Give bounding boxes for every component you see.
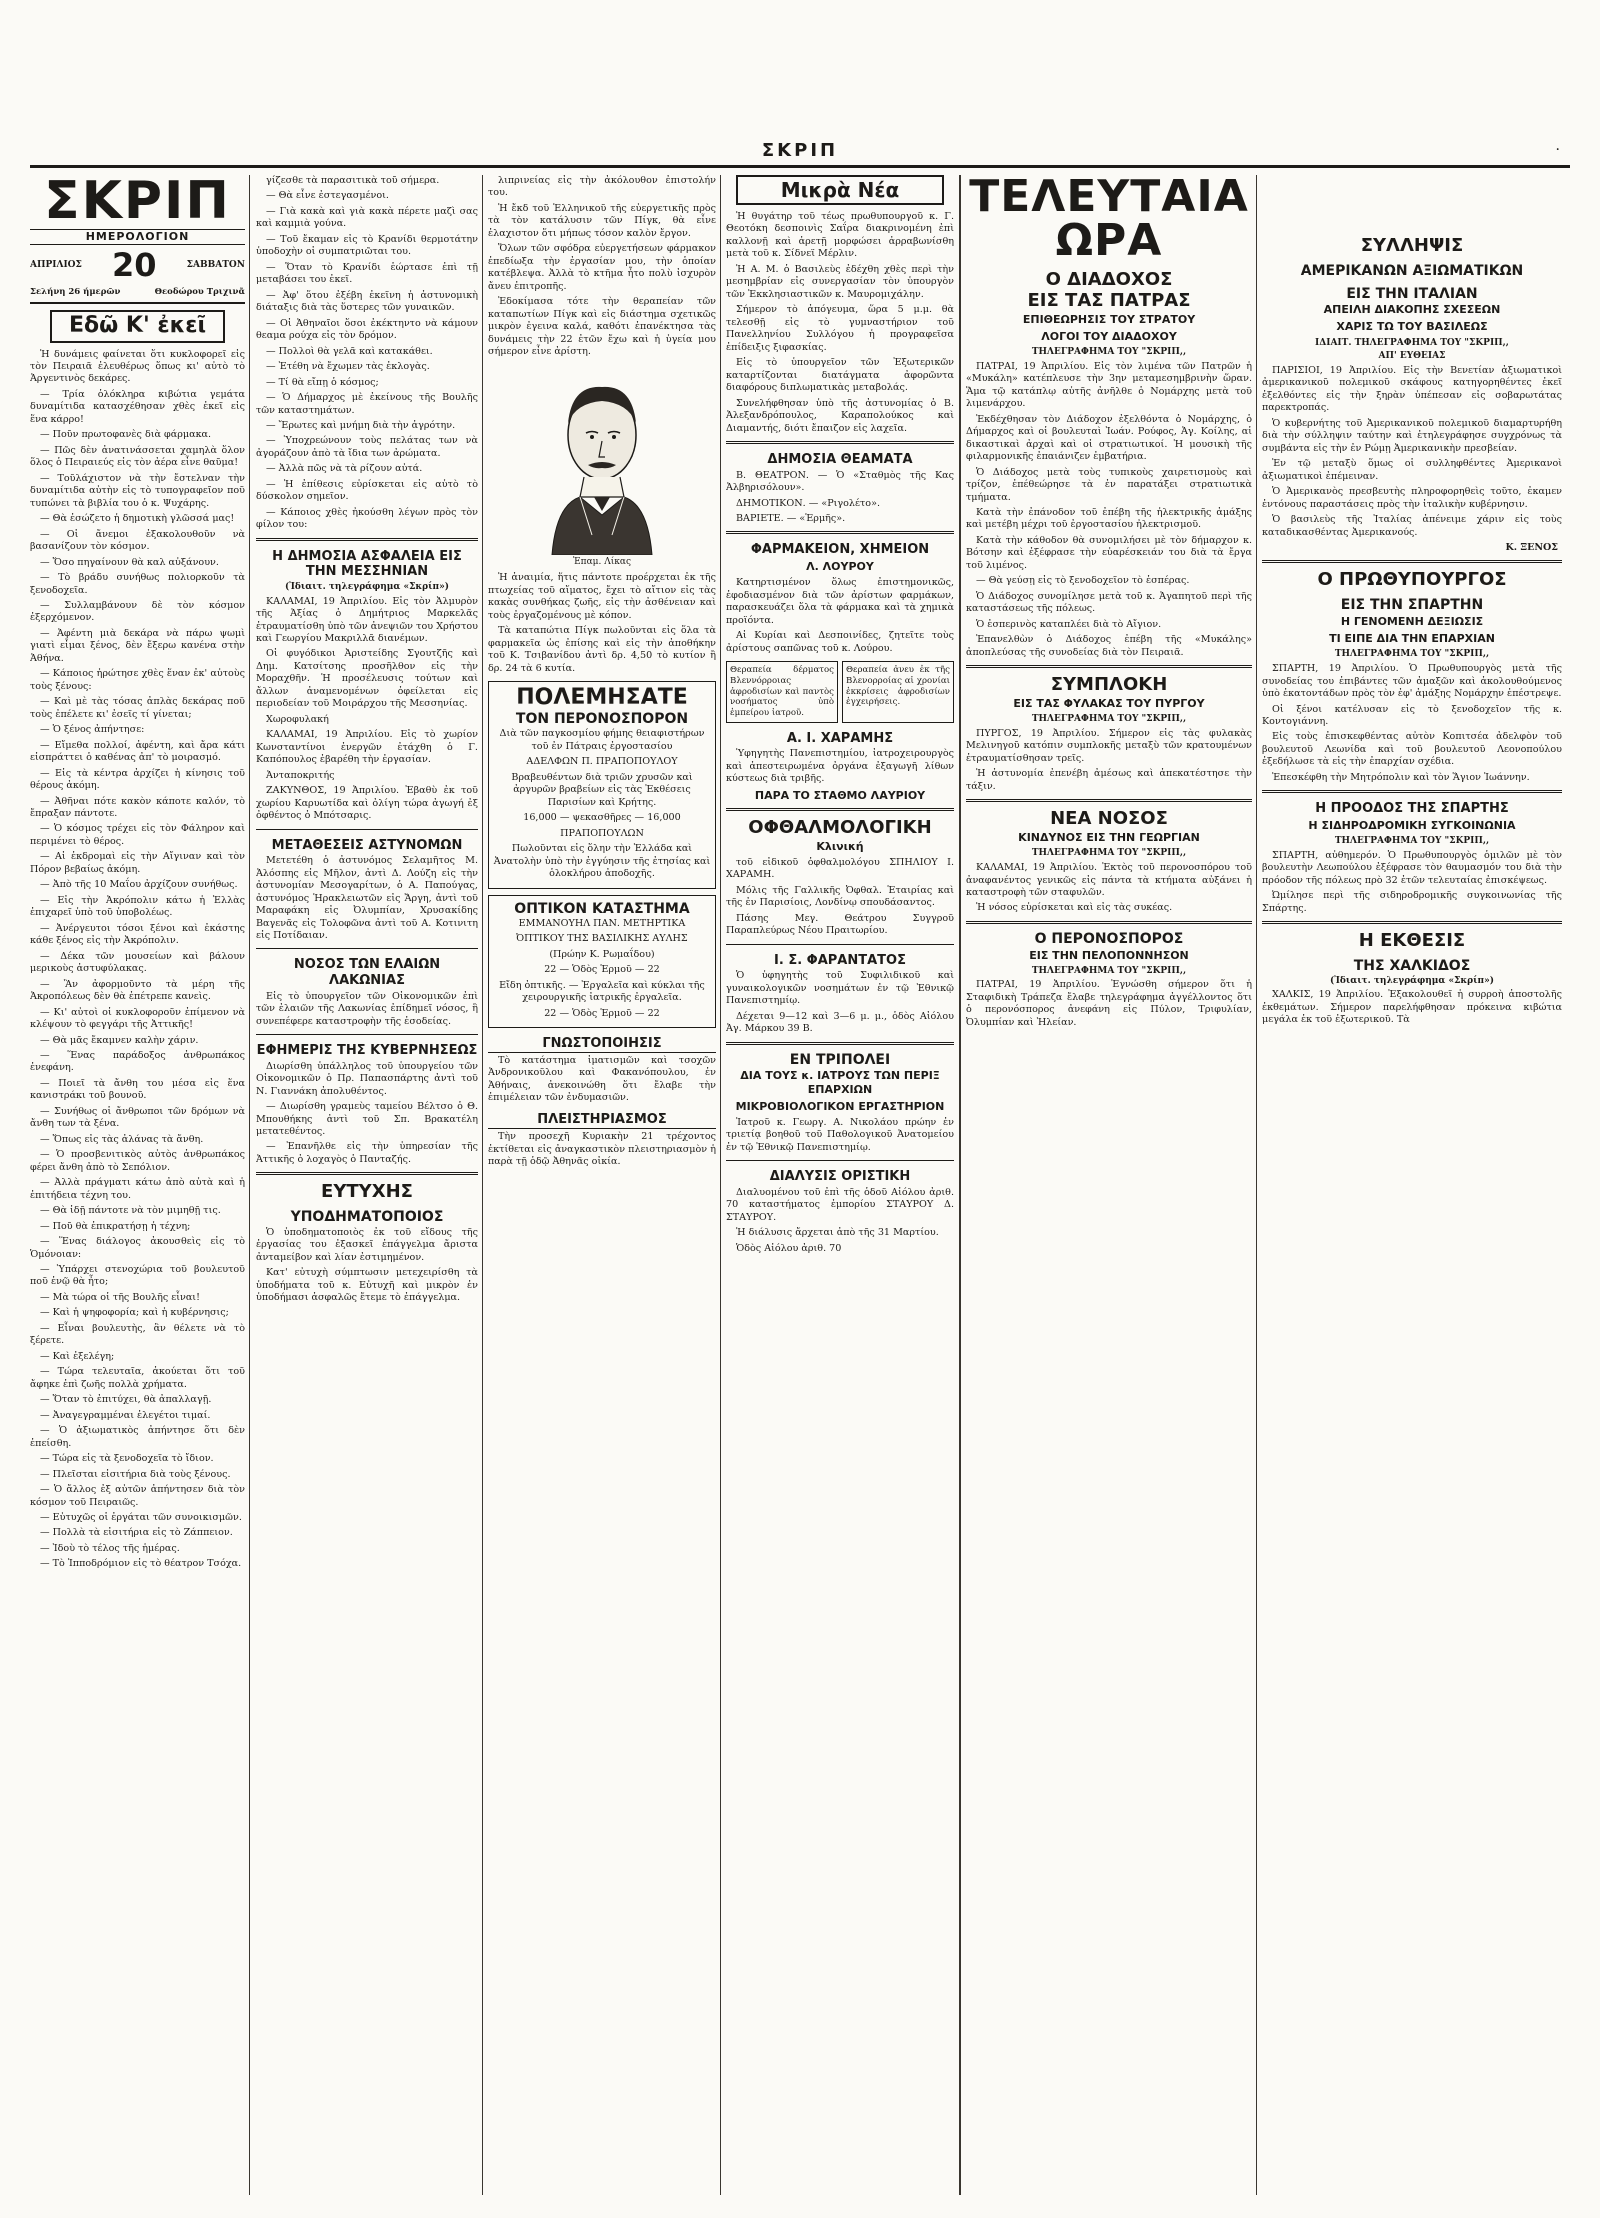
article-body [1262, 365, 1562, 539]
paragraph: Ὅλων τῶν σφόδρα εὐεργετήσεων φάρμακον ἐπεδίωξα τὴν ἐργασίαν μου, τὴν ὁποίαν κατέβλεψα. Ἀλλὰ τὸ κτῆμα ἦτο πολὺ ἰσχυρὸν ἄνευ ἐπιτροπῆς. [488, 243, 716, 292]
paragraph: — Καὶ μὲ τὰς τόσας ἀπλὰς δεκάρας ποῦ τοὺς ἐπέλετε κι' ἐσεῖς τί γίνεται; [30, 696, 245, 720]
paragraph: Ὁ ἐσπερινὸς καταπλέει διὰ τὸ Αἴγιον. [976, 618, 1162, 630]
article-subheadline: ΕΙΣ ΤΑΣ ΦΥΛΑΚΑΣ ΤΟΥ ΠΥΡΓΟΥ [1013, 697, 1205, 711]
paragraph: — Ὅταν τὸ ἐπιτύχει, θὰ ἀπαλλαγῇ. [40, 1394, 212, 1406]
paragraph: ΠΑΤΡΑΙ, 19 Ἀπριλίου. Ἐγνώσθη σήμερον ὅτι ἡ Σταφιδικὴ Τράπεζα ἔλαβε τηλεγράφημα ἀγγέλλοντος ὅτι ὁ περονόσπορος ἀνεφάνη εἰς Πύλον, Τριφυλίαν, Ὀλυμπίαν καὶ Ἠλείαν. [966, 979, 1252, 1028]
column-3 [488, 175, 716, 2195]
ad-body [726, 1117, 954, 1154]
paragraph: — Ποῦν πρωτοφανὲς διὰ φάρμακα. [40, 429, 212, 441]
paragraph: — Ὁ ξένος ἀπήντησε: [40, 724, 145, 736]
notice-headline: ΠΛΕΙΣΤΗΡΙΑΣΜΟΣ [488, 1112, 716, 1129]
paragraph: ΠΥΡΓΟΣ, 19 Ἀπριλίου. Σήμερον εἰς τὰς φυλακὰς Μελινηγοῦ κατόπιν συμπλοκῆς μεταξὺ τῶν κρατουμένων ἐτραυματίσθησαν τρεῖς. [966, 727, 1252, 764]
column-2 [256, 175, 478, 2195]
paragraph: ΒΑΡΙΕΤΕ. — «Ἑρμῆς». [736, 512, 846, 524]
notice-body [488, 1131, 716, 1168]
paragraph: Ὁ Ἀμερικανὸς πρεσβευτὴς πληροφορηθεὶς τοῦτο, ἐκαμεν ἐντόνους παραστάσεις πρὸς τὴν ἰταλικὴν κυβέρνησιν. [1262, 486, 1562, 510]
paragraph: Ἐδοκίμασα τότε τὴν θεραπείαν τῶν καταπωτίων Πίγκ καὶ εἰς διάστημα σχετικῶς μικρὸν ἐγεινα καλά, καθότι ἐπανέκτησα τὰς δυνάμεις τὴν 22 ἐτῶν ἔχω καὶ ἡ ὑγεία μου σήμερον εἶνε ἀρίστη. [488, 296, 716, 358]
notice-headline: ΔΙΑΛΥΣΙΣ ΟΡΙΣΤΙΚΗ [769, 1169, 911, 1185]
paragraph: — Ἐτέθη νὰ ἔχωμεν τὰς ἐκλογὰς. [266, 361, 430, 373]
paragraph: (Πρώην Κ. Ρωμαΐδου) [549, 948, 655, 960]
divider [726, 944, 954, 945]
paragraph: ΖΑΚΥΝΘΟΣ, 19 Ἀπριλίου. Ἐβαθὺ ἐκ τοῦ χωρίου Καρυωτίδα καὶ ὀλίγη τώρα ἀγωγή ἐξ ὀφθέντος ὁ Μπότσαρις. [256, 785, 478, 822]
paragraph: — Πῶς δὲν ἀνατινάσσεται χαμηλὰ ὅλον ὅλος ὁ Πειραιεύς εἰς τὸν ἀέρα εἶνε θαῦμα! [30, 444, 245, 469]
masthead-title: ΣΚΡΙΠ [44, 175, 231, 231]
divider [966, 799, 1252, 802]
paragraph: Ὁδὸς Αἰόλου ἀριθ. 70 [736, 1242, 842, 1254]
paragraph: — Γιὰ κακὰ καὶ γιὰ κακὰ πέρετε μαζὶ σας καὶ καμμιὰ γούνα. [256, 205, 478, 230]
article-body [966, 728, 1252, 793]
column-rule [720, 175, 721, 2195]
paragraph: — Εἴμεθα πολλοί, ἀφέντη, καὶ ἄρα κάτι εἰσπράττει ὁ καθένας ἀπ' τὸ μοιρασμό. [30, 739, 245, 764]
portrait-caption: Ἐπαμ. Λίκας [572, 556, 631, 567]
divider [256, 538, 478, 541]
paragraph: — Ἀλλὰ πῶς νὰ τὰ ρίζουν αὐτά. [266, 463, 423, 475]
paragraph: — Εἶναι βουλευτὴς, ἂν θέλετε νὰ τὸ ξέρετε. [30, 1322, 245, 1347]
paragraph: — Ὅταν τὸ Κρανίδι ἑώρτασε ἐπὶ τῇ μεταβάσει του ἐκεῖ. [256, 261, 478, 286]
paragraph: — Κι' αὐτοὶ οἱ κυκλοφοροῦν ἐπίμενον νὰ κλέψουν τὸ φεγγάρι τῆς Ἀττικῆς! [30, 1006, 245, 1031]
divider [726, 1160, 954, 1161]
paragraph: — Ἔρωτες καὶ μνήμη διὰ τὴν ἀγρότην. [266, 419, 456, 431]
article-headline: Ο ΠΕΡΟΝΟΣΠΟΡΟΣ [1034, 930, 1184, 947]
paragraph: Κατὰ τὴν ἐπάνοδον τοῦ ἐπέβη τῆς ἠλεκτρικῆς ἁμάξης καὶ μετέβη μέχρι τοῦ ἐργοστασίου ἠλεκτρισμοῦ. [966, 507, 1252, 531]
article-body [256, 1061, 478, 1167]
paragraph: Ἀνταποκριτής [266, 769, 335, 781]
paragraph: — Ποιεῖ τὰ ἄνθη του μέσα εἰς ἕνα κανιστράκι τοῦ βουνοῦ. [30, 1077, 245, 1102]
ad-subheadline: ΥΠΟΔΗΜΑΤΟΠΟΙΟΣ [290, 1209, 444, 1226]
paragraph: Ὑφηγητὴς Πανεπιστημίου, ἰατροχειρουργὸς καὶ ἀπεστειρωμένα ὀργάνα ἐξαγωγῆ λίθων κύστεως διὰ τριβῆς. [726, 748, 954, 785]
column-2-continued-text [256, 175, 478, 532]
paragraph: — Καὶ ἡ ψηφοφορία; καὶ ἡ κυβέρνησις; [40, 1307, 229, 1319]
paragraph: ὈΠΤΙΚΟΥ ΤΗΣ ΒΑΣΙΛΙΚΗΣ ΑΥΛΗΣ [516, 933, 688, 945]
byline: Κ. ΞΕΝΟΣ [1505, 542, 1558, 554]
running-head [30, 138, 1570, 168]
article-subheadline: ΚΙΝΔΥΝΟΣ ΕΙΣ ΤΗΝ ΓΕΩΡΓΙΑΝ [1018, 831, 1200, 845]
portrait-illustration [532, 365, 672, 555]
paragraph: Ἡ θυγάτηρ τοῦ τέως πρωθυπουργοῦ κ. Γ. Θεοτόκη δεσποινὶς Σαΐρα διακρινομένη ἐπὶ καλλονῇ καὶ ἀρετῇ μορφώσει ἀρραβωνίσθη μετὰ τοῦ κ. Σίδνεϊ Μέρλιν. [726, 211, 954, 260]
paragraph: Εἰς τὸ ὑπουργεῖον τῶν Οἰκονομικῶν ἐπὶ τῶν ἐλαιῶν τῆς Λακωνίας ἐπίδημεῖ νόσος, ἣ συνεπέφερε καταστροφὴν τῆς ἐσοδείας. [256, 990, 478, 1027]
paragraph: Ἡ ἔκδ τοῦ Ἑλληνικοῦ τῆς εὐεργετικῆς πρὸς τὰ τὸν κατάλυσιν τῶν Πίγκ, θὰ εἶνε ἐλαχιστον ὅτι μήπως τόσον καλὸν ἔργον. [488, 202, 716, 239]
paragraph: — Τὸ Ἱπποδρόμιον εἰς τὸ θέατρον Τσόχα. [40, 1558, 242, 1570]
section-banner: ΤΕΛΕΥΤΑΙΑ ΩΡΑ [969, 175, 1249, 266]
ad-body [726, 577, 954, 655]
paragraph: — Ἀθῆναι πότε κακὸν κάποτε καλόν, τὸ ἔπραξαν πάντοτε. [30, 795, 245, 819]
ad-body [726, 857, 954, 938]
paragraph: — Μὰ τώρα οἱ τῆς Βουλῆς εἶναι! [40, 1291, 200, 1303]
divider [726, 808, 954, 811]
ad-headline: Ι. Σ. ΦΑΡΑΝΤΑΤΟΣ [774, 952, 906, 968]
paragraph: Ὁ ὑφηγητὴς τοῦ Συφιλιδικοῦ καὶ γυναικολογικῶν νοσημάτων ἐν τῷ Ἐθνικῷ Πανεπιστημίῳ. [726, 970, 954, 1007]
paragraph: Ὁ κυβερνήτης τοῦ Ἀμερικανικοῦ πολεμικοῦ διαμαρτυρήθη διὰ τὴν σύλληψιν ταύτην καὶ ἐτηλεγράφησε συγχρόνως τὰ συμβάντα εἰς τὴν ἐν Ρώμῃ Ἀμερικανικὴν πρεσβείαν. [1262, 417, 1562, 454]
article-body [966, 979, 1252, 1029]
ad-subheadline: ΔΙΑ ΤΟΥΣ κ. ΙΑΤΡΟΥΣ ΤΩΝ ΠΕΡΙΞ ΕΠΑΡΧΙΩΝ [740, 1069, 940, 1096]
paragraph: — Συνήθως οἱ ἄνθρωποι τῶν δρόμων νὰ ἄνθη των τὰ ξένα. [30, 1105, 245, 1130]
paragraph: Ἡ ἀστυνομία ἐπενέβη ἀμέσως καὶ ἀπεκατέστησε τὴν τάξιν. [966, 768, 1252, 792]
article-headline: Ο ΔΙΑΔΟΧΟΣ [1045, 269, 1173, 290]
paragraph: — Ὁ Δήμαρχος μὲ ἐκείνους τῆς Βουλῆς τῶν καταστημάτων. [256, 392, 478, 416]
paragraph: ΠΡΑΠΟΠΟΥΛΩΝ [560, 827, 644, 839]
paragraph: Ἐν τῷ μεταξὺ ὅμως οἱ συλληφθέντες Ἀμερικανοὶ ἀξιωματικοὶ ἐπέμειναν. [1262, 458, 1562, 482]
paragraph: — Θὰ ἰδῇ πάντοτε νὰ τὸν μιμηθῇ τις. [40, 1205, 221, 1217]
notice-body [488, 1055, 716, 1105]
column-rule [249, 175, 250, 2195]
ad-headline: ΠΟΛΕΜΗΣΑΤΕ [516, 685, 688, 710]
paragraph: — Ἀφέντη μιὰ δεκάρα νὰ πάρω ψωμὶ γιατὶ εἶμαι ξένος, δὲν ἔξερω κανένα στὴν Ἀθήνα. [30, 627, 245, 664]
section-headline: ΔΗΜΟΣΙΑ ΘΕΑΜΑΤΑ [767, 451, 913, 467]
article-subheadline: Η ΣΙΔΗΡΟΔΡΟΜΙΚΗ ΣΥΓΚΟΙΝΩΝΙΑ [1308, 818, 1516, 832]
paragraph: — Εὐτυχῶς οἱ ἐργάται τῶν συνοικισμῶν. [40, 1511, 242, 1523]
ad-body [726, 970, 954, 1035]
paragraph: Εἴδη ὀπτικῆς. — Ἐργαλεῖα καὶ κύκλαι τῆς χειρουργικῆς ἰατρικῆς ἐργαλεῖα. [499, 979, 705, 1004]
paragraph: — Τρία ὁλόκληρα κιβώτια γεμάτα δυναμίτιδα κατασχέθησαν χθὲς ἐκεῖ εἰς ἕνα κάρρο! [30, 388, 245, 425]
article-body [1262, 850, 1562, 915]
paragraph: — Ὁ προσβενιτικὸς αὐτὸς ἀνθρωπάκος φέρει ἄνθη ἀπὸ τὸ Σεπόλιον. [30, 1149, 245, 1173]
divider [256, 948, 478, 949]
ad-headline: ΟΠΤΙΚΟΝ ΚΑΤΑΣΤΗΜΑ [514, 900, 690, 917]
telegram-label: ΤΗΛΕΓΡΑΦΗΜΑ ΤΟΥ "ΣΚΡΙΠ,, [1031, 347, 1187, 358]
paragraph: — Ἕνας διάλογος ἀκουσθεὶς εἰς τὸ Ὁμόνοιαν: [30, 1236, 245, 1260]
paragraph: — Ὑποχρεώνουν τοὺς πελάτας των νὰ ἀγοράζουν ἀπὸ τὰ ἴδια των ἀρώματα. [256, 435, 478, 459]
ad-headline: Α. Ι. ΧΑΡΑΜΗΣ [786, 730, 894, 746]
paragraph: — Ἂν ἀφορμοῦντο τὰ μέρη τῆς Ἀκροπόλεως δὲν θὰ ἐπέτρεπε κανεὶς. [30, 978, 245, 1003]
ad-box [488, 681, 716, 889]
ad-subheadline: ΜΙΚΡΟΒΙΟΛΟΓΙΚΟΝ ΕΡΓΑΣΤΗΡΙΟΝ [735, 1099, 945, 1113]
paragraph: Εἰς τὸ ὑπουργεῖον τῶν Ἐξωτερικῶν καταρτίζονται διατάγματα ἀφορῶντα διαφόρους διπλωματικὰς μεταβολάς. [726, 357, 954, 394]
divider [256, 1172, 478, 1175]
paragraph: ΚΑΛΑΜΑΙ, 19 Ἀπριλίου. Εἰς τὸν Ἀλμυρὸν τῆς Ἀξίας ὁ Δημήτριος Μαρκελᾶς ἐτραυματίσθη ὑπὸ τῶν ἀνεψιῶν του Χρήστου καὶ Γεωργίου Μακριλλᾶ διανέμων. [256, 595, 478, 644]
column-rule [482, 175, 483, 2195]
paragraph: — Ἀνέργευτοι τόσοι ξένοι καὶ ἐκάστης κάθε ξένος εἰς τὴν Ἀκρόπολιν. [30, 922, 245, 947]
divider [966, 921, 1252, 924]
article-headline: ΑΜΕΡΙΚΑΝΩΝ ΑΞΙΩΜΑΤΙΚΩΝ [1300, 262, 1524, 279]
running-head-title: ΣΚΡΙΠ [761, 140, 839, 161]
paragraph: ΧΑΛΚΙΣ, 19 Ἀπριλίου. Ἐξακολουθεῖ ἡ συρροὴ ἀποστολῆς ἐκθεμάτων. Σήμερον παρελήφθησαν πρόκεινα κιβώτια μεγάλα ἐκ τοῦ ἐξωτερικοῦ. Τὰ [1262, 989, 1562, 1026]
paragraph: — Θὰ ἐσώζετο ἡ δημοτικὴ γλῶσσά μας! [40, 513, 235, 525]
paragraph: ΕΜΜΑΝΟΥΗΛ ΠΑΝ. ΜΕΤΗΡΤΙΚΑ [518, 917, 686, 929]
paragraph: Ὁ Διάδοχος συνομίλησε μετὰ τοῦ κ. Ἀγαπητοῦ περὶ τῆς καταστάσεως τῆς πόλεως. [966, 590, 1252, 615]
divider [726, 1042, 954, 1045]
paragraph: Ἡ νόσος εὑρίσκεται καὶ εἰς τὰς συκέας. [976, 902, 1173, 914]
article-headline: ΤΗΣ ΧΑΛΚΙΔΟΣ [1353, 958, 1471, 975]
divider [256, 829, 478, 830]
article-headline: ΜΕΤΑΘΕΣΕΙΣ ΑΣΤΥΝΟΜΩΝ [271, 837, 463, 853]
column-title-box: Εδῶ Κ' ἐκεῖ [50, 310, 225, 343]
paragraph: — Ἕνας παράδοξος ἀνθρωπάκος ἐνεφάνη. [30, 1049, 245, 1074]
paragraph: ΣΠΑΡΤΗ, αὐθημερόν. Ὁ Πρωθυπουργὸς ὁμιλῶν μὲ τὸν βουλευτὴν Λεωπούλου ἐξέφρασε τὸν θαυμασμόν του διὰ τὴν πρόοδον τῆς πόλεως πρὸ 32 ἐτῶν τελευταίας ἐπισκέψεως. [1262, 849, 1562, 886]
paragraph: — Ὁ ἀξιωματικὸς ἀπήντησε ὅτι δὲν ἐπείσθη. [30, 1425, 245, 1449]
running-head-mark: · [1555, 142, 1560, 158]
paragraph: Ἰατροῦ κ. Γεωργ. Α. Νικολάου πρώην ἐν τριετίᾳ βοηθοῦ τοῦ Παθολογικοῦ Ἀνατομείου ἐν τῷ Ἐθνικῷ Πανεπιστημίῳ. [726, 1116, 954, 1153]
paragraph: Ὁ βασιλεὺς τῆς Ἰταλίας ἀπένειμε χάριν εἰς τοὺς καταδικασθέντας Ἀμερικανούς. [1262, 514, 1562, 538]
article-subheadline: ΧΑΡΙΣ ΤΩ ΤΟΥ ΒΑΣΙΛΕΩΣ [1336, 320, 1488, 334]
paragraph: — Θὰ εἶνε ἐστεγασμένοι. [266, 190, 389, 202]
ad-body [493, 918, 711, 1020]
telegram-label: ΤΗΛΕΓΡΑΦΗΜΑ ΤΟΥ "ΣΚΡΙΠ,, [1031, 848, 1187, 859]
ad-box [488, 895, 716, 1028]
masthead-weekday: ΣΑΒΒΑΤΟΝ [186, 260, 245, 271]
article-headline: ΕΙΣ ΤΗΝ ΙΤΑΛΙΑΝ [1346, 285, 1478, 302]
paragraph: — Πολλὰ τὰ εἰσιτήρια εἰς τὸ Ζάππειον. [40, 1527, 233, 1539]
ad-subheadline: ΤΟΝ ΠΕΡΟΝΟΣΠΟΡΟΝ [515, 711, 689, 728]
paragraph: ΚΑΛΑΜΑΙ, 19 Ἀπριλίου. Ἐκτὸς τοῦ περονοσπόρου τοῦ ἀναφανέντος γενικῶς εἰς πάντα τὰ κτήματα αὐξάνει ἡ καταστροφὴ τῶν σταφυλῶν. [966, 862, 1252, 898]
paragraph: — Διωρίσθη γραμεὺς ταμείου Βέλτσο ὁ Θ. Μπουθήκης ἀντὶ τοῦ Σπ. Βρακατέλη μετατεθέντος. [256, 1101, 478, 1137]
paragraph: — Ὅπως εἰς τὰς ἀλάνας τὰ ἄνθη. [40, 1133, 204, 1145]
theatre-listings [726, 470, 954, 526]
paragraph: Πάσης Μεγ. Θεάτρου Συγγροῦ Παραπλεύρως Νέου Πραιτωρίου. [726, 912, 954, 937]
paragraph: — Κάποιος χθὲς ἠκούσθη λέγων πρὸς τὸν φίλον του: [256, 506, 478, 531]
paragraph: — Τώρα εἰς τὰ ξενοδοχεῖα τὸ ἴδιον. [40, 1453, 214, 1465]
paragraph: — Οἱ ἄνεμοι ἐξακολουθοῦν νὰ βασανίζουν τὸν κόσμον. [30, 528, 245, 553]
paragraph: — Τοῦ ἔκαμαν εἰς τὸ Κρανίδι θερμοτάτην ὑποδοχὴν οἱ συμπατριῶται του. [256, 233, 478, 258]
column-rule [1256, 175, 1257, 2195]
column-rule [959, 175, 961, 2195]
article-body [256, 991, 478, 1028]
divider [1262, 790, 1562, 793]
divider [1262, 921, 1562, 924]
paragraph: — Οἱ Ἀθηναῖοι ὅσοι ἐκέκτηντο νὰ κάμουν θεαμα ρούχα εἰς τὸν δρόμον. [256, 317, 478, 342]
paragraph: — Τὸ βράδυ συνήθως πολιορκοῦν τὰ ξενοδοχεῖα. [30, 572, 245, 596]
article-headline: ΕΙΣ ΤΗΝ ΣΠΑΡΤΗΝ [1340, 597, 1484, 614]
column-4 [726, 175, 954, 2195]
testimonial-text [488, 572, 716, 675]
masthead-moon: Σελήνη 26 ήμερῶν [30, 286, 121, 297]
article-subheadline: Η ΓΕΝΟΜΕΝΗ ΔΕΞΙΩΣΙΣ [1340, 615, 1484, 629]
paragraph: Ἡ ἀναιμία, ἥτις πάντοτε προέρχεται ἐκ τῆς πτωχείας τοῦ αἵματος, ἔχει τὸ αἴτιον εἰς τὰς κακὰς συνθήκας ζωῆς, εἰς τὴν ἀσθένειαν καὶ τοὺς ἐργαζομένους μὲ κόπον. [488, 572, 716, 621]
paragraph: λιπρινείας εἰς τὴν ἀκόλουθον ἐπιστολήν του. [488, 175, 716, 199]
notice-body [726, 1187, 954, 1255]
paragraph: — Εἰς τὴν Ἀκρόπολιν κάτω ἡ Ἑλλὰς ἐπιχαρεῖ ὑπὸ τοῦ ὑποβολέως. [30, 894, 245, 919]
paragraph: 22 — Ὁδὸς Ἑρμοῦ — 22 [544, 964, 660, 976]
article-body [256, 855, 478, 942]
ad-headline: ΕΥΤΥΧΗΣ [321, 1181, 413, 1203]
small-ad: Θεραπεία ἀνευ ἐκ τῆς Βλενορροίας αἱ χρονίαι ἐκκρίσεις ἀφροδισίων ἐγχειρήσεις. [842, 661, 954, 723]
paragraph: — Εἰς τὰ κέντρα ἀρχίζει ἡ κίνησις τοῦ θέρους ἀκόμη. [30, 767, 245, 792]
article-headline: ΣΥΛΛΗΨΙΣ [1360, 235, 1464, 256]
article-subheadline: ΕΠΙΘΕΩΡΗΣΙΣ ΤΟΥ ΣΤΡΑΤΟΥ [1022, 312, 1196, 326]
paragraph: — Ἐπανῆλθε εἰς τὴν ὑπηρεσίαν τῆς Ἀττικῆς ὁ λοχαγὸς ὁ Πανταζής. [256, 1141, 478, 1165]
paragraph: — Καὶ ἐξελέγη; [40, 1350, 115, 1362]
paragraph: Εἰς τοὺς ἐπισκεφθέντας αὐτὸν Κοπιτσέα ἀδελφὸν τοῦ βουλευτοῦ Λεωνίδα καὶ τοῦ βουλευτοῦ Λεονοπούλου ἐξεδήλωσε τὰ εἰς τὴν ἐπαρχίαν σχέδια. [1262, 731, 1562, 768]
column-5 [966, 175, 1252, 2195]
article-body [1262, 989, 1562, 1026]
paragraph: Σήμερον τὸ ἀπόγευμα, ὥρα 5 μ.μ. θὰ τελεσθῇ εἰς τὸ γυμναστήριον τοῦ Πανελληνίου Συλλόγου ἡ προγραφεῖσα ἐπίδειξις ξιφασκίας. [726, 304, 954, 353]
article-subheadline: ΛΟΓΟΙ ΤΟΥ ΔΙΑΔΟΧΟΥ [1041, 329, 1177, 343]
column-title-box: Μικρὰ Νέα [736, 175, 944, 205]
paragraph: Αἱ Κυρίαι καὶ Δεσποινίδες, ζητεῖτε τοὺς ἀρίστους σαπῶνας τοῦ κ. Λούρου. [726, 630, 954, 654]
column-1 [30, 175, 245, 2195]
paragraph: Ἡ διάλυσις ἄρχεται ἀπὸ τῆς 31 Μαρτίου. [736, 1227, 939, 1239]
paragraph: τοῦ εἰδικοῦ ὀφθαλμολόγου ΣΠΗΛΙΟΥ Ι. ΧΑΡΑΜΗ. [726, 856, 954, 881]
ad-body [726, 748, 954, 785]
paragraph: Ὁ Διάδοχος μετὰ τοὺς τυπικοὺς χαιρετισμοὺς καὶ τρίζον, ἐπέθεώρησε τὰ ἐν παρατάξει στρατιωτικὰ τμήματα. [966, 466, 1252, 503]
masthead [30, 175, 245, 304]
ad-headline: ΟΦΘΑΛΜΟΛΟΓΙΚΗ [748, 816, 932, 838]
paragraph: Χωροφυλακή [266, 713, 329, 725]
paragraph: — Θὰ γεύσῃ εἰς τὸ ξενοδοχεῖον τὸ ἑσπέρας. [976, 575, 1190, 587]
paragraph: — Ἀναγεγραμμέναι ἐλεγέτοι τιμαί. [40, 1409, 211, 1421]
paragraph: Ὠμίλησε περὶ τῆς σιδηροδρομικῆς συγκοινωνίας τῆς Σπάρτης. [1262, 890, 1562, 914]
paragraph: — Θὰ μᾶς ἔκαμνεν καλὴν χάριν. [40, 1034, 199, 1046]
article-headline: ΝΕΑ ΝΟΣΟΣ [1050, 808, 1168, 830]
masthead-subtitle: ΗΜΕΡΟΛΟΓΙΟΝ [30, 229, 245, 245]
article-headline: Ο ΠΡΩΘΥΠΟΥΡΓΟΣ [1317, 569, 1507, 591]
paragraph: Μόλις τῆς Γαλλικῆς Ὀφθαλ. Ἑταιρίας καὶ τῆς ἐν Παρισίοις, Λονδίνῳ σπουδάσαντος. [726, 884, 954, 909]
paragraph: Κατ' εὐτυχὴ σύμπτωσιν μετεχειρίσθη τὰ ὑποδήματα τοῦ κ. Εὐτυχῆ καὶ μικρὸν ἐν ὑποδήμασι ἀσφαλῶς ἔτεμε τὸ ἐπάγγελμα. [256, 1267, 478, 1304]
article-body [256, 596, 478, 823]
article-subheadline: ΤΙ ΕΙΠΕ ΔΙΑ ΤΗΝ ΕΠΑΡΧΙΑΝ [1329, 632, 1495, 646]
paragraph: — Πολλοὶ θὰ γελᾶ καὶ κατακάθει. [266, 345, 433, 357]
paragraph: 22 — Ὁδὸς Ἑρμοῦ — 22 [544, 1007, 660, 1019]
telegram-label: (Ἰδιαιτ. τηλεγράφημα «Σκρίπ») [285, 581, 449, 592]
news-briefs [726, 211, 954, 435]
ad-subheadline: Κλινική [816, 839, 864, 853]
telegram-label: ΤΗΛΕΓΡΑΦΗΜΑ ΤΟΥ "ΣΚΡΙΠ,, [1334, 836, 1490, 847]
paragraph: ΠΑΡΙΣΙΟΙ, 19 Ἀπριλίου. Εἰς τὴν Βενετίαν ἀξιωματικοὶ ἀμερικανικοῦ πολεμικοῦ σκάφους κατηγορηθέντες ἐκεῖ ἐξελθόντες εἰς τὴν ξηρὰν ὑπέπεσαν εἰς σοβαρωτάτας παρεκτροπάς. [1262, 365, 1562, 414]
paragraph: Τὰ καταπώτια Πίγκ πωλοῦνται εἰς ὅλα τὰ φαρμακεῖα ὡς ἐπίσης καὶ εἰς τὴν ἀποθήκην τοῦ Κ. Τσιβανίδου ἀντὶ δρ. 4,50 τὸ κυτίον ἢ δρ. 24 τὰ 6 κυτία. [488, 625, 716, 674]
article-body [1262, 663, 1562, 784]
paragraph: Μετετέθη ὁ ἀστυνόμος Σελαμῆτος Μ. Ἀλόσπης εἰς Μῆλον, ἀντὶ Δ. Λούζη εἰς τὴν ἀστυνομίαν Μεσογαρίτων, ὁ Α. Παπούγας, ἀστυνόμος Ἡρακλειωτῶν εἰς Ἄργη, ἀντὶ τοῦ Μαραφάκη εἰς Ὀλυμπίαν, Χρυσακίδης Βαγενᾶς εἰς Τολοφῶνα ἀντὶ τοῦ Α. Κοτινιτη εἰς Ποτίδαιαν. [256, 855, 478, 941]
paragraph: — Ἡ ἐπίθεσις εὑρίσκεται εἰς αὐτὸ τὸ δύσκολον σημεῖον. [256, 478, 478, 503]
paragraph: Οἱ φυγόδικοι Ἀριστείδης Σγουτζῆς καὶ Δημ. Κατσίτσης προσῆλθον εἰς τὴν Μοραχθῆν. Ἡ προσέλευσις τούτων καὶ ἄλλων ἀναμενομένων ὀφείλεται εἰς περιοδείαν τοῦ Μοιράρχου τῆς Μεσσηνίας. [256, 648, 478, 710]
paragraph: Διὰ τῶν παγκοσμίου φήμης θειαφιστήρων τοῦ ἐν Πάτραις ἐργοστασίου [499, 728, 705, 752]
divider [726, 531, 954, 534]
small-ads [726, 661, 954, 723]
article-body [966, 361, 1252, 659]
ad-body [493, 728, 711, 880]
article-subheadline: ΑΠΕΙΛΗ ΔΙΑΚΟΠΗΣ ΣΧΕΣΕΩΝ [1323, 303, 1501, 317]
ad-headline: ΦΑΡΜΑΚΕΙΟΝ, ΧΗΜΕΙΟΝ [750, 542, 930, 558]
paragraph: — Ἀλλὰ πράγματι κάτω ἀπὸ αὐτὰ καὶ ἡ ἐπιτήδεια τέχνη του. [30, 1177, 245, 1201]
paragraph: Συνελήφθησαν ὑπὸ τῆς ἀστυνομίας ὁ Β. Ἀλεξανδρόπουλος, Καραπολούκος καὶ Διαμαντής, διότι ἔπαιζον εἰς λαχεῖα. [726, 397, 954, 434]
paragraph: — Κάποιος ἠρώτησε χθὲς ἕναν ἐκ' αὐτοὺς τοὺς ξένους: [30, 668, 245, 692]
masthead-dateline [30, 245, 245, 287]
divider [726, 441, 954, 444]
ad-body [256, 1227, 478, 1305]
telegram-label: ΤΗΛΕΓΡΑΦΗΜΑ ΤΟΥ "ΣΚΡΙΠ,, [1031, 714, 1187, 725]
masthead-day-number: 20 [112, 246, 157, 285]
paragraph: Β. ΘΕΑΤΡΟΝ. — Ὁ «Σταθμὸς τῆς Κας Ἀλβηρισόλουν». [726, 469, 954, 494]
article-headline: ΝΟΣΟΣ ΤΩΝ ΕΛΑΙΩΝ ΛΑΚΩΝΙΑΣ [293, 957, 441, 989]
paragraph: — Ὑπάρχει στενοχώρια τοῦ βουλευτοῦ ποῦ ἐνῷ θὰ ἦτο; [30, 1264, 245, 1288]
paragraph: 16,000 — ψεκασθῆρες — 16,000 [523, 812, 681, 824]
article-headline: ΣΥΜΠΛΟΚΗ [1050, 674, 1168, 696]
paragraph: ΑΔΕΛΦΩΝ Π. ΠΡΑΠΟΠΟΥΛΟΥ [526, 756, 678, 768]
paragraph: — Συλλαμβάνουν δὲ τὸν κόσμον ἐξερχόμενον. [30, 599, 245, 624]
paragraph: ΣΠΑΡΤΗ, 19 Ἀπριλίου. Ὁ Πρωθυπουργὸς μετὰ τῆς συνοδείας του ἐπιβάντες τῶν ἀμαξῶν καὶ ἀκολουθούμενος ὑπὸ ἐκατοντάδων πρὸς τὸν ἐφ' ἁμάξης Νομάρχην ἐπέστρεψε. [1262, 663, 1562, 700]
paragraph: — Δέκα τῶν μουσείων καὶ βάλουν μερικοὺς ἀστυφύλακας. [30, 950, 245, 975]
paragraph: Πωλοῦνται εἰς ὅλην τὴν Ἑλλάδα καὶ Ἀνατολὴν ὑπὸ τὴν ἐγγύησιν τῆς ἐτησίας καὶ ὁλοκλήρου ἀποδοχῆς. [493, 843, 711, 880]
paragraph: — Ἰδοὺ τὸ τέλος τῆς ἡμέρας. [40, 1542, 180, 1554]
small-ad: Θεραπεία δέρματος Βλεννόρροιας ἀφροδισίων καὶ παντὸς νοσήματος ὑπὸ ἐμπείρου ἰατροῦ. [726, 661, 838, 723]
article-headline: Η ΠΡΟΟΔΟΣ ΤΗΣ ΣΠΑΡΤΗΣ [1315, 801, 1509, 817]
paragraph: — Ὁ κόσμος τρέχει εἰς τὸν Φάληρον καὶ περιμένει τὸ θέρος. [30, 823, 245, 847]
paragraph: Ἡ δυνάμεις φαίνεται ὅτι κυκλοφορεῖ εἰς τὸν Πειραιᾶ ἐλευθέρως ὅπως κι' αὐτὸ τὸ Ἀργεντινὸς δεκάρες. [30, 348, 245, 385]
paragraph: Διωρίσθη ὑπάλληλος τοῦ ὑπουργείου τῶν Οἰκονομικῶν ὁ Πρ. Παπασπάρτης ἀντὶ τοῦ Ν. Γιαννάκη ἀπολυθέντος. [256, 1060, 478, 1097]
paragraph: ΠΑΤΡΑΙ, 19 Ἀπριλίου. Εἰς τὸν λιμένα τῶν Πατρῶν ἡ «Μυκάλη» κατέπλευσε τὴν 3ην μεταμεσημβρινὴν ὥραν. Ἅμα τῷ κατάπλῳ αὐτῆς ἀνῆλθε ὁ Νομάρχης μετὰ τοῦ λιμενάρχου. [966, 360, 1252, 410]
article-headline: ΕΙΣ ΤΑΣ ΠΑΤΡΑΣ [1027, 289, 1191, 311]
paragraph: — Ὅσο πηγαίνουν θὰ καλ αὐξάνουν. [40, 556, 219, 568]
paragraph: Βραβευθέντων διὰ τριῶν χρυσῶν καὶ ἀργυρῶν βραβείων εἰς τὰς Ἐκθέσεις Παρισίων καὶ Κρήτης. [511, 771, 693, 808]
article-headline: ΕΦΗΜΕΡΙΣ ΤΗΣ ΚΥΒΕΡΝΗΣΕΩΣ [256, 1043, 478, 1059]
article-subheadline: ΕΙΣ ΤΗΝ ΠΕΛΟΠΟΝΝΗΣΟΝ [1029, 948, 1189, 962]
telegram-label: ΤΗΛΕΓΡΑΦΗΜΑ ΤΟΥ "ΣΚΡΙΠ,, [1334, 649, 1490, 660]
ad-subheadline: ΠΑΡΑ ΤΟ ΣΤΑΘΜΟ ΛΑΥΡΙΟΥ [754, 788, 926, 802]
testimonial-text [488, 175, 716, 359]
paragraph: γίζεσθε τὰ παρασιτικὰ τοῦ σήμερα. [266, 175, 440, 186]
paragraph: Διαλυομένου τοῦ ἐπὶ τῆς ὁδοῦ Αἰόλου ἀριθ. 70 καταστήματος ἐμπορίου ΣΤΑΥΡΟΥ Δ. ΣΤΑΥΡΟΥ. [726, 1186, 954, 1223]
article-headline: Η ΕΚΘΕΣΙΣ [1358, 930, 1466, 952]
paragraph: Τὴν προσεχῆ Κυριακὴν 21 τρέχοντος ἐκτίθεται εἰς ἀναγκαστικὸν πλειστηριασμὸν ἡ παρὰ τῇ ὁδῷ Ἀθηνᾶς οἰκία. [488, 1131, 716, 1167]
paragraph: — Τοῦλάχιστον νὰ τὴν ἔστελναν τὴν δυναμίτιδα αὐτὴν εἰς τὸ τυπογραφεῖον ποῦ τυπώνει τὰ βιβλία του ὁ κ. Ψυχάρης. [30, 472, 245, 509]
article-body [966, 862, 1252, 915]
paragraph: Τὸ κατάστημα ἱματισμῶν καὶ τσοχῶν Ἀνδρονικοῦλου καὶ Φακανόπουλου, ἐν Ἀθήναις, ἀνεκοινώθη ὅτι ἔλαβε τὴν ἐπιμέλειαν τῶν ἐνδυμασιῶν. [488, 1054, 716, 1103]
paragraph: — Ἀπὸ τῆς 10 Μαΐου ἀρχίζουν συνήθως. [40, 879, 238, 891]
notice-headline: ΓΝΩΣΤΟΠΟΙΗΣΙΣ [488, 1036, 716, 1053]
paragraph: — Τώρα τελευταῖα, ἀκούεται ὅτι τοῦ ἄφηκε ἐπὶ ζωῆς πολλὰ χρήματα. [30, 1366, 245, 1390]
telegram-label: ΙΔΙΑΙΤ. ΤΗΛΕΓΡΑΦΗΜΑ ΤΟΥ "ΣΚΡΙΠ,, [1315, 337, 1509, 348]
paragraph: Ἐπεσκέφθη τὴν Μητρόπολιν καὶ τὸν Ἅγιον Ἰωάννην. [1272, 771, 1530, 783]
paragraph: — Αἱ ἐκδρομαὶ εἰς τὴν Αἴγιναν καὶ τὸν Πόρον βεβαίως ἀκόμη. [30, 851, 245, 875]
ad-headline: ΕΝ ΤΡΙΠΟΛΕΙ [789, 1051, 891, 1068]
masthead-almanac [30, 287, 245, 298]
article-headline: Η ΔΗΜΟΣΙΑ ΑΣΦΑΛΕΙΑ ΕΙΣ ΤΗΝ ΜΕΣΣΗΝΙΑΝ [272, 548, 462, 580]
paragraph: Κατὰ τὴν κάθοδον θὰ συνομιλήσει μὲ τὸν δήμαρχον κ. Βότσην καὶ ἐξέφρασε τὴν εὐαρέσκειάν του διὰ τὰ ἔργα τοῦ λιμένος. [966, 534, 1252, 571]
paragraph: — Τί θὰ εἴπῃ ὁ κόσμος; [266, 376, 379, 388]
paragraph: Ἡ Α. Μ. ὁ Βασιλεὺς ἐδέχθη χθὲς περὶ τὴν μεσημβρίαν εἰς συνεργασίαν τὸν ὑπουργὸν τῶν Ἐκκλησιαστικῶν κ. Μαυρομιχάλην. [726, 263, 954, 300]
paragraph: Οἱ ξένοι κατέλυσαν εἰς τὸ ξενοδοχεῖον τῆς κ. Κοντογιάννη. [1262, 703, 1562, 727]
divider [256, 1034, 478, 1035]
masthead-month: ΑΠΡΙΛΙΟΣ [30, 260, 82, 271]
telegram-label: (Ἰδιαιτ. τηλεγράφημα «Σκρίπ») [1330, 975, 1494, 986]
column-6 [1262, 175, 1562, 2195]
paragraph: — Ποῦ θὰ ἐπικρατήσῃ ἡ τέχνη; [40, 1220, 191, 1232]
paragraph: — Πλεῖσται εἰσιτήρια διὰ τοὺς ξένους. [40, 1468, 231, 1480]
paragraph: Κατηρτισμένον ὅλως ἐπιστημονικῶς, ἐφοδιασμένον διὰ τῶν ἀρίστων φαρμάκων, παρασκευάζει ὅλα τὰ φάρμακα καὶ τὰ χημικὰ προϊόντα. [726, 577, 954, 626]
paragraph: ΚΑΛΑΜΑΙ, 19 Ἀπριλίου. Εἰς τὸ χωρίον Κωνσταντίνοι ἐνεργῶν ἐτάχθη ὁ Γ. Καπόπουλος ἐβαρέθη τὴν ἐργασίαν. [256, 729, 478, 766]
telegram-label: ΑΠ' ΕΥΘΕΙΑΣ [1378, 351, 1446, 362]
masthead-saint: Θεοδώρου Τριχινᾶ [154, 286, 245, 297]
divider [1262, 560, 1562, 563]
paragraph: Ὁ ὑποδηματοποιὸς ἐκ τοῦ εἴδους τῆς ἐργασίας του ἐξασκεῖ ἐπάγγελμα ἄριστα ἀνταμείβον καὶ λίαν ἐστιμημένον. [256, 1226, 478, 1263]
paragraph: Δέχεται 9—12 καὶ 3—6 μ. μ., ὁδὸς Αἰόλου Ἀγ. Μάρκου 39 Β. [726, 1010, 954, 1035]
paragraph: ΔΗΜΟΤΙΚΟΝ. — «Ριγολέτο». [736, 497, 880, 509]
paragraph: Ἐπανελθὼν ὁ Διάδοχος ἐπέβη τῆς «Μυκάλης» ἀποπλεύσας τῆς συνοδείας διὰ τὸν Πειραιᾶ. [966, 634, 1252, 658]
telegram-label: ΤΗΛΕΓΡΑΦΗΜΑ ΤΟΥ "ΣΚΡΙΠ,, [1031, 965, 1187, 976]
paragraph: Ἐκδέχθησαν τὸν Διάδοχον ἐξελθόντα ὁ Νομάρχης, ὁ Δήμαρχος καὶ οἱ βουλευταὶ Ἰωάν. Ρούφος, Ἀγ. Κοίλης, αἱ δικαστικαὶ ἀρχαὶ καὶ οἱ στρατιωτικοί. Ἡ μουσικὴ τῆς φιλαρμονικῆς ἐπαιάνιζεν ἐμβατήρια. [966, 413, 1252, 463]
divider [966, 665, 1252, 668]
column-1-text [30, 349, 245, 1571]
paragraph: — Ἀφ' ὅτου ἐξέβη ἐκεῖνη ἡ ἀστυνομικὴ διάταξις διὰ τὰς ὕστερες τῶν γυναικῶν. [256, 289, 478, 314]
paragraph: — Ὁ ἄλλος ἐξ αὐτῶν ἀπήντησεν διὰ τὸν κόσμον τοῦ Πειραιῶς. [30, 1484, 245, 1508]
ad-subheadline: Λ. ΛΟΥΡΟΥ [806, 560, 874, 574]
